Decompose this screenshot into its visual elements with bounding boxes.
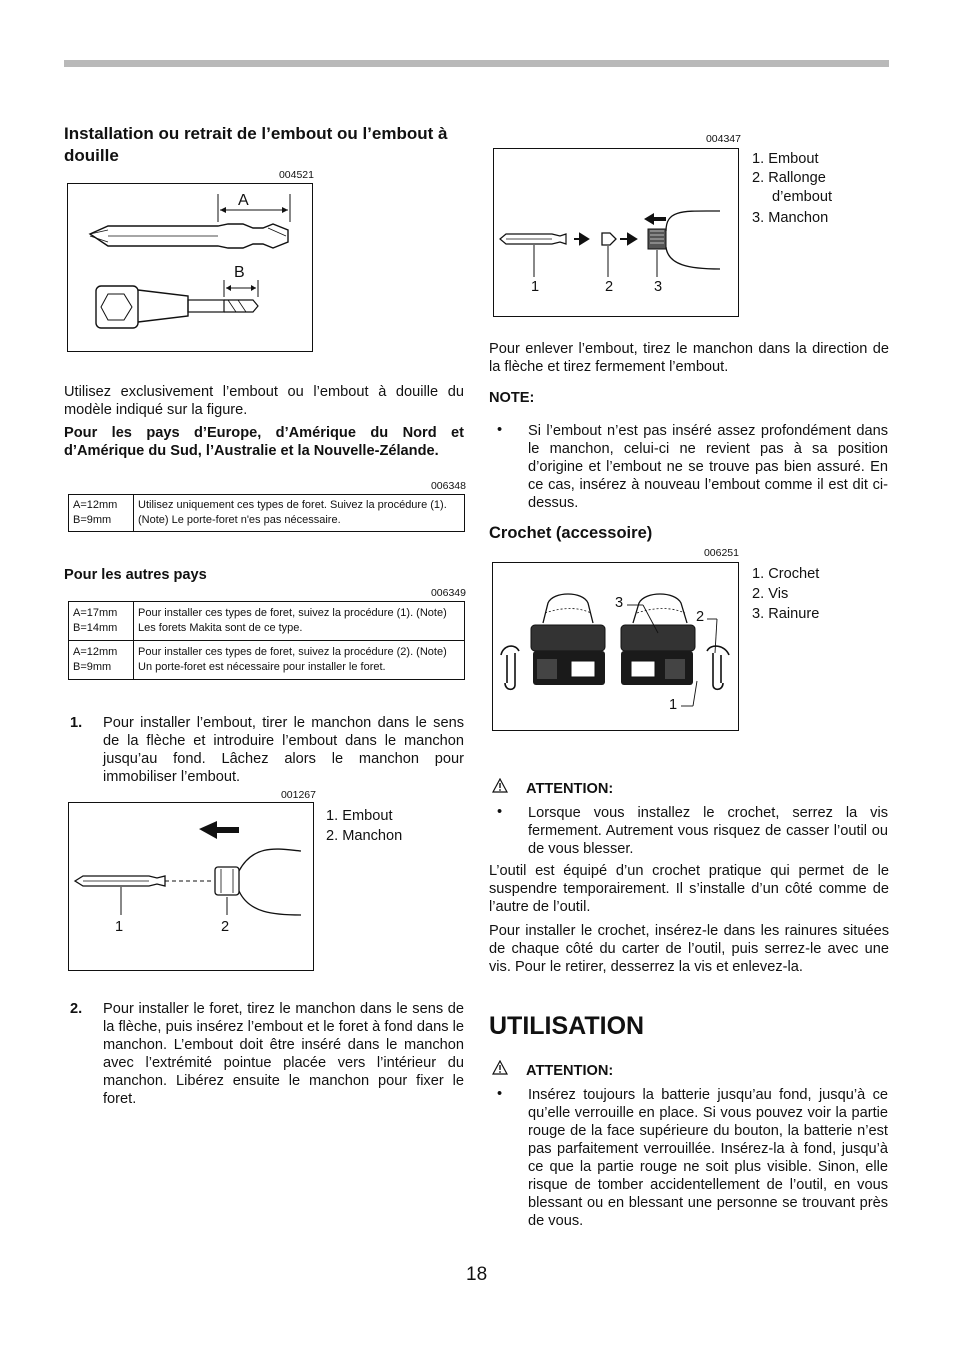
- table-dims: [69, 495, 134, 532]
- step-number-2: 2.: [70, 1001, 83, 1017]
- bullet: •: [497, 1086, 503, 1102]
- paragraph-hook-2: Pour installer le crochet, insérez-le dans les rainures situées de chaque côté du carter de l’outil, puis serrez-le avec une vis. Pour le retirer, desserrez la vis et enlevez-la.: [489, 923, 889, 975]
- figure-code: 004521: [278, 169, 314, 181]
- callout-1: 1: [531, 279, 540, 295]
- section-heading-installation: Installation ou retrait de l’embout ou l’embout à douille: [64, 124, 448, 165]
- legend-item: 3. Manchon: [752, 210, 829, 226]
- dim-a: A=12mm: [73, 499, 118, 511]
- warning-icon: [492, 1060, 508, 1081]
- legend-item: 2. Vis: [752, 586, 789, 602]
- table-text: Pour installer ces types de foret, suivez la procédure (2). (Note) Un porte-foret est nécessaire pour installer le foret.: [134, 641, 465, 680]
- paragraph-hook-1: L’outil est équipé d’un crochet pratique qui permet de le suspendre temporairement. Il s’installe d’un côté comme de l’autre de l’outil.: [489, 863, 889, 915]
- figure-embout-insert: [68, 802, 314, 971]
- other-countries-heading: Pour les autres pays: [64, 567, 207, 583]
- hook-heading: Crochet (accessoire): [489, 524, 653, 542]
- step-number-1: 1.: [70, 715, 83, 731]
- figure-legend: [752, 564, 819, 624]
- legend-item: 2. Manchon: [326, 828, 403, 844]
- legend-item: 1. Embout: [326, 808, 393, 824]
- note-label: NOTE:: [489, 390, 535, 406]
- figure-legend: [752, 150, 832, 228]
- callout-3: 3: [654, 279, 663, 295]
- legend-item: d’embout: [772, 189, 833, 205]
- note-text: Si l’embout n’est pas inséré assez profondément dans le manchon, celui-ci ne revient pas à sa position d’origine et l’embout ne se trouve pas bien assuré. En ce cas, insérez à nouveau l’embout comme il est dit ci-dessus.: [528, 423, 888, 511]
- dim-a: A=12mm: [73, 646, 118, 658]
- step-1-text: Pour installer l’embout, tirer le manchon dans le sens de la flèche et introduire l’embout dans le manchon jusqu’au fond. Lâchez alors le manchon pour immobiliser l’embout.: [103, 715, 464, 785]
- table-dims: [69, 641, 134, 680]
- dim-b: B=14mm: [73, 622, 118, 634]
- callout-1: 1: [115, 919, 124, 935]
- table-text: Utilisez uniquement ces types de foret. Suivez la procédure (1). (Note) Le porte-foret n'es pas nécessaire.: [134, 495, 465, 532]
- table-code: 006349: [430, 587, 466, 599]
- table-text: Pour installer ces types de foret, suivez la procédure (1). (Note) Les forets Makita sont de ce type.: [134, 602, 465, 641]
- embout-illustration: [69, 803, 312, 969]
- legend-item: 3. Rainure: [752, 606, 820, 622]
- page-number: 18: [466, 1264, 488, 1285]
- bullet: •: [497, 804, 503, 820]
- callout-2: 2: [221, 919, 230, 935]
- dim-b: B=9mm: [73, 514, 112, 526]
- figure-code: 001267: [280, 789, 316, 801]
- bullet: •: [497, 422, 503, 438]
- dim-b: B=9mm: [73, 661, 112, 673]
- dimension-label-a: A: [238, 192, 249, 209]
- paragraph-model: Utilisez exclusivement l’embout ou l’embout à douille du modèle indiqué sur la figure.: [64, 384, 464, 418]
- figure-code: 006251: [703, 547, 739, 559]
- attention-label: ATTENTION:: [526, 781, 614, 797]
- figure-code: 004347: [705, 133, 741, 145]
- table-dims: [69, 602, 134, 641]
- bit-illustration: [68, 184, 311, 350]
- legend-item: 1. Embout: [752, 151, 819, 167]
- attention-text: Lorsque vous installez le crochet, serrez la vis fermement. Autrement vous risquez de casser l’outil ou de vous blesser.: [528, 805, 888, 857]
- figure-bits: [67, 183, 313, 352]
- figure-legend: [326, 806, 402, 846]
- table-row: [69, 641, 465, 680]
- dimension-label-b: B: [234, 264, 245, 281]
- bit-table-1: [68, 494, 465, 532]
- figure-hook: [492, 562, 739, 731]
- legend-item: 2. Rallonge: [752, 170, 826, 186]
- step-2-text: Pour installer le foret, tirez le manchon dans le sens de la flèche, puis insérez l’embout et le foret à fond dans le manchon. L’embout doit être inséré dans le manchon avec l’extrémité pointue placée vers l’intérieur du manchon. Libérez ensuite le manchon pour fixer le foret.: [103, 1001, 464, 1107]
- attention-label: ATTENTION:: [526, 1063, 614, 1079]
- callout-2: 2: [605, 279, 614, 295]
- dim-a: A=17mm: [73, 607, 118, 619]
- header-bar: [64, 60, 889, 67]
- callout-2: 2: [696, 609, 705, 625]
- section-title: UTILISATION: [489, 1012, 645, 1040]
- table-code: 006348: [430, 480, 466, 492]
- paragraph-regions: Pour les pays d’Europe, d’Amérique du Nord et d’Amérique du Sud, l’Australie et la Nouvelle-Zélande.: [64, 425, 464, 459]
- bit-table-2: [68, 601, 465, 680]
- paragraph-remove: Pour enlever l’embout, tirez le manchon dans la direction de la flèche et tirez fermement l’embout.: [489, 341, 889, 375]
- table-row: [69, 602, 465, 641]
- warning-icon: [492, 778, 508, 799]
- hook-illustration: [493, 563, 737, 729]
- figure-rallonge: [493, 148, 739, 317]
- attention-text: Insérez toujours la batterie jusqu’au fond, jusqu’à ce qu’elle verrouille en place. Si vous pouvez voir la partie rouge de la face supérieure du bouton, la batterie n’est pas parfaitement verrouillée. Insérez-la à fond, jusqu’à ce que la partie rouge ne soit plus visible. Sinon, elle risque de tomber accidentellement de l’outil, en vous blessant ou en blessant une personne se trouvant près de vous.: [528, 1087, 888, 1229]
- callout-3: 3: [615, 595, 624, 611]
- legend-item: 1. Crochet: [752, 566, 820, 582]
- callout-1: 1: [669, 697, 678, 713]
